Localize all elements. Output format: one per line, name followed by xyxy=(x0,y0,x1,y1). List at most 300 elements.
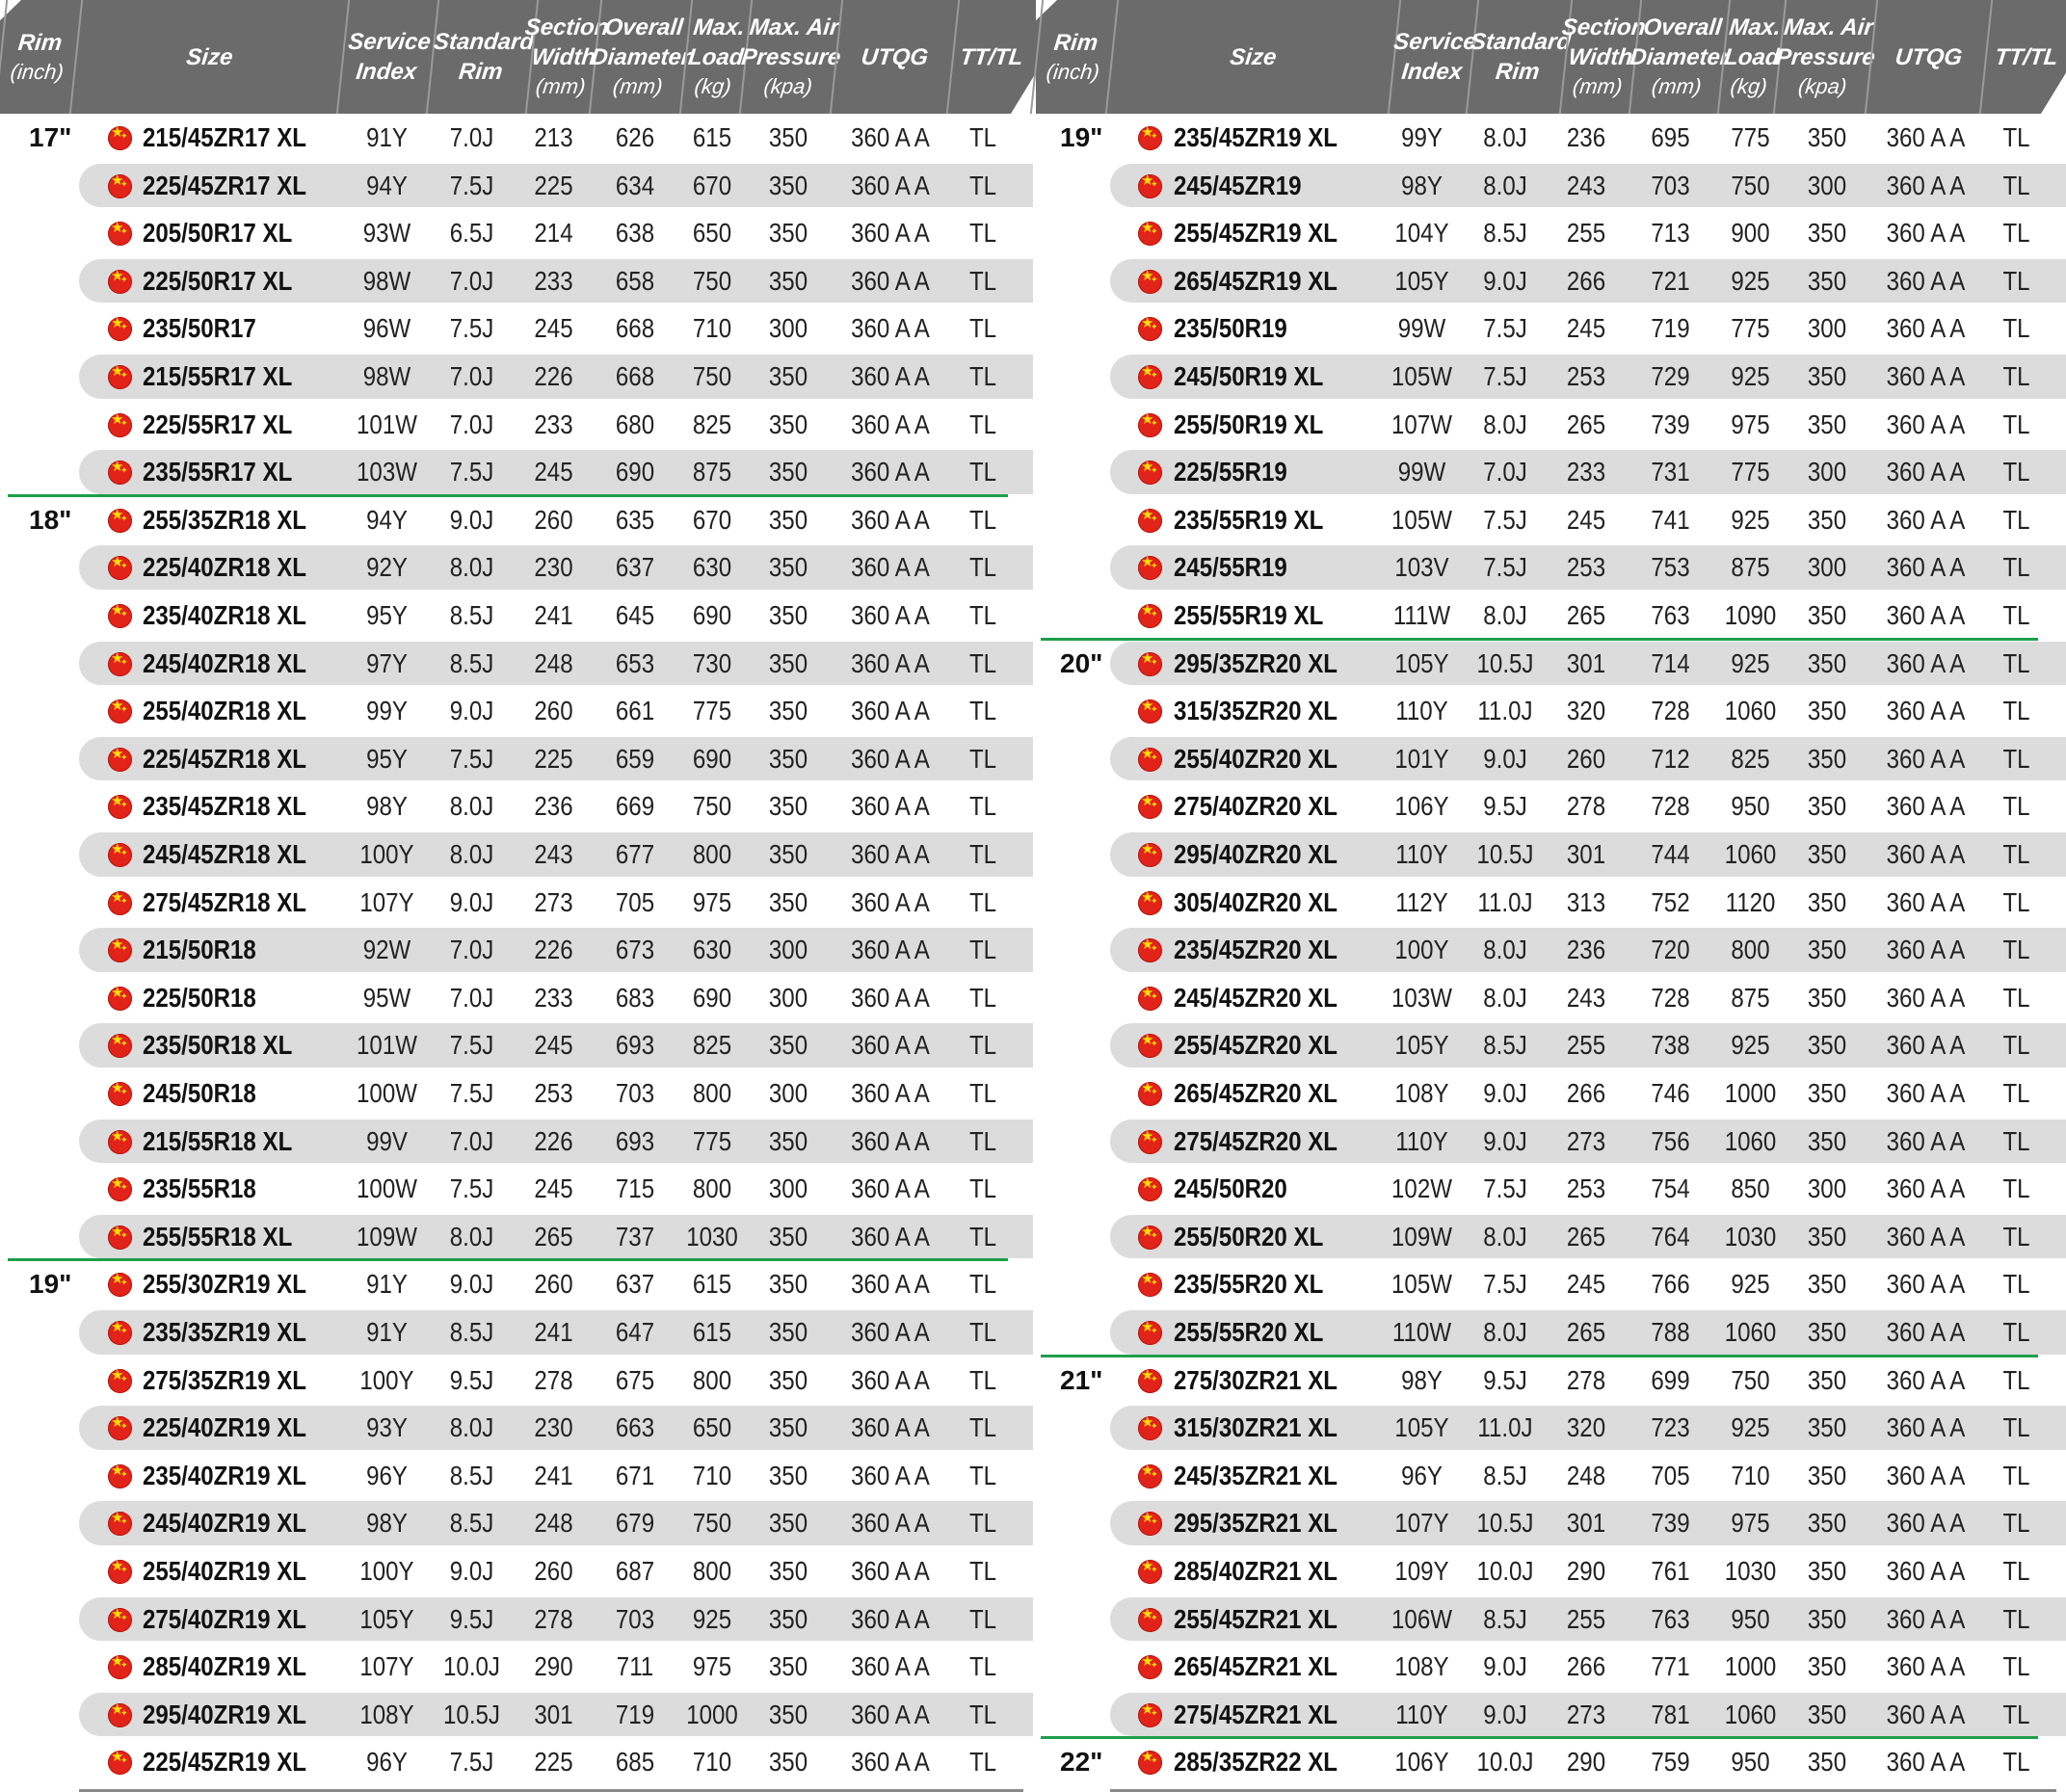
cell-si: 95Y xyxy=(366,743,408,774)
header-sw-l2: Width xyxy=(1567,44,1634,70)
cell-od: 653 xyxy=(615,647,655,678)
header-std-l2: Rim xyxy=(1494,59,1541,85)
cell-od: 635 xyxy=(615,504,655,535)
cell-od: 719 xyxy=(1651,313,1690,344)
cell-std: 10.0J xyxy=(443,1651,500,1682)
cell-si: 110Y xyxy=(1395,839,1448,869)
cell-utqg: 360 A A xyxy=(1886,313,1966,344)
cell-std: 11.0J xyxy=(1477,1412,1533,1443)
cell-od: 766 xyxy=(1651,1269,1690,1300)
cell-map: 350 xyxy=(1807,265,1847,296)
cell-od: 680 xyxy=(615,408,655,439)
cell-std: 7.5J xyxy=(1483,504,1527,535)
cell-sw: 290 xyxy=(1566,1556,1606,1586)
header-si xyxy=(1388,0,1477,114)
china-flag-icon xyxy=(108,795,132,819)
header-tt xyxy=(1979,0,2066,114)
china-flag-icon xyxy=(1138,1082,1162,1106)
cell-od: 759 xyxy=(1651,1747,1690,1778)
cell-si: 108Y xyxy=(1394,1078,1449,1108)
china-flag-icon xyxy=(108,987,132,1011)
cell-si: 96Y xyxy=(1401,1460,1443,1490)
cell-std: 9.0J xyxy=(1483,1699,1527,1729)
cell-std: 9.0J xyxy=(449,1556,494,1586)
table-row xyxy=(1036,448,2066,496)
cell-size: 275/30ZR21 XL xyxy=(1174,1364,1338,1395)
cell-ml: 710 xyxy=(692,1460,732,1490)
cell-od: 723 xyxy=(1651,1412,1690,1443)
cell-map: 350 xyxy=(1807,1508,1847,1539)
cell-utqg: 360 A A xyxy=(851,600,930,630)
cell-sw: 301 xyxy=(534,1699,573,1729)
cell-tt: TL xyxy=(2002,1556,2030,1586)
cell-od: 669 xyxy=(615,791,655,822)
cell-si: 107W xyxy=(1391,408,1452,439)
cell-utqg: 360 A A xyxy=(1886,743,1966,774)
cell-ml: 925 xyxy=(1731,647,1770,678)
cell-std: 8.0J xyxy=(449,791,494,822)
header-ml-unit: (kg) xyxy=(693,74,733,98)
cell-si: 105W xyxy=(1391,1269,1452,1300)
cell-utqg: 360 A A xyxy=(851,1556,930,1586)
cell-od: 637 xyxy=(615,552,655,583)
cell-si: 96W xyxy=(362,313,411,344)
header-si-l2: Index xyxy=(355,59,418,85)
table-row xyxy=(1036,830,2066,879)
cell-map: 350 xyxy=(768,504,808,535)
cell-sw: 230 xyxy=(534,552,573,583)
cell-map: 350 xyxy=(768,552,808,583)
table-row xyxy=(1036,1357,2066,1405)
cell-size: 245/55R19 xyxy=(1174,552,1287,583)
cell-ml: 800 xyxy=(1731,935,1770,965)
cell-tt: TL xyxy=(2002,600,2030,630)
cell-utqg: 360 A A xyxy=(1886,1364,1966,1395)
cell-std: 8.5J xyxy=(449,1508,494,1539)
cell-map: 350 xyxy=(1807,743,1847,774)
china-flag-icon xyxy=(1138,843,1162,867)
cell-size: 235/35ZR19 XL xyxy=(143,1317,306,1347)
china-flag-icon xyxy=(108,1130,132,1154)
header-utqg xyxy=(1865,0,1991,114)
cell-utqg: 360 A A xyxy=(851,1173,930,1204)
cell-map: 300 xyxy=(1807,552,1847,583)
cell-tt: TL xyxy=(968,457,997,488)
cell-od: 695 xyxy=(1651,122,1690,152)
china-flag-icon xyxy=(1138,987,1162,1011)
cell-ml: 975 xyxy=(692,1651,732,1682)
cell-si: 102W xyxy=(1391,1173,1452,1204)
cell-size: 235/45ZR18 XL xyxy=(143,791,306,822)
cell-sw: 301 xyxy=(1566,1508,1606,1539)
cell-utqg: 360 A A xyxy=(1886,600,1966,630)
cell-si: 106W xyxy=(1391,1603,1452,1634)
cell-si: 112Y xyxy=(1395,886,1448,917)
cell-size: 225/50R17 XL xyxy=(143,265,293,296)
cell-od: 637 xyxy=(615,1269,655,1300)
cell-std: 7.5J xyxy=(449,313,494,344)
cell-utqg: 360 A A xyxy=(1886,218,1966,249)
header-std-l1: Standard xyxy=(1469,29,1573,55)
cell-si: 103W xyxy=(357,457,417,488)
cell-ml: 925 xyxy=(692,1603,732,1634)
china-flag-icon xyxy=(1138,413,1162,437)
cell-sw: 233 xyxy=(534,265,573,296)
cell-utqg: 360 A A xyxy=(851,552,930,583)
cell-si: 92Y xyxy=(366,552,408,583)
header-utqg xyxy=(830,0,958,114)
header-size xyxy=(69,0,348,114)
cell-std: 7.0J xyxy=(449,982,494,1013)
cell-ml: 800 xyxy=(692,1078,732,1108)
cell-size: 235/55R20 XL xyxy=(1174,1269,1324,1300)
cell-od: 712 xyxy=(1651,743,1690,774)
cell-size: 245/40ZR19 XL xyxy=(143,1508,306,1539)
cell-od: 693 xyxy=(615,1030,655,1061)
cell-ml: 975 xyxy=(1731,408,1770,439)
cell-map: 350 xyxy=(1807,1125,1847,1156)
cell-od: 771 xyxy=(1651,1651,1690,1682)
cell-od: 679 xyxy=(615,1508,655,1539)
cell-std: 8.0J xyxy=(1483,1317,1527,1347)
cell-map: 350 xyxy=(1807,408,1847,439)
cell-ml: 730 xyxy=(692,647,732,678)
cell-utqg: 360 A A xyxy=(1886,122,1966,152)
cell-map: 350 xyxy=(768,839,808,869)
cell-tt: TL xyxy=(2002,1125,2030,1156)
cell-sw: 273 xyxy=(1566,1125,1606,1156)
header-map-l1: Max. Air xyxy=(1783,14,1875,40)
cell-size: 245/45ZR19 xyxy=(1174,170,1302,200)
cell-sw: 255 xyxy=(1566,1030,1606,1061)
cell-std: 7.0J xyxy=(449,1125,494,1156)
cell-ml: 850 xyxy=(1731,1173,1770,1204)
cell-std: 7.0J xyxy=(449,935,494,965)
table-row xyxy=(1036,1738,2066,1786)
table-row xyxy=(0,1260,1036,1308)
cell-sw: 233 xyxy=(534,982,573,1013)
cell-tt: TL xyxy=(2002,1603,2030,1634)
cell-map: 350 xyxy=(768,696,808,726)
cell-ml: 775 xyxy=(692,1125,732,1156)
cell-si: 100Y xyxy=(359,1364,414,1395)
cell-size: 245/50R20 xyxy=(1174,1173,1287,1204)
cell-od: 703 xyxy=(615,1078,655,1108)
cell-utqg: 360 A A xyxy=(851,1125,930,1156)
cell-tt: TL xyxy=(968,1030,997,1061)
cell-sw: 245 xyxy=(534,1173,573,1204)
cell-map: 350 xyxy=(1807,1078,1847,1108)
cell-od: 693 xyxy=(615,1125,655,1156)
cell-utqg: 360 A A xyxy=(1886,1412,1966,1443)
cell-si: 107Y xyxy=(1394,1508,1449,1539)
table-row xyxy=(1036,1404,2066,1452)
cell-ml: 1030 xyxy=(1724,1221,1777,1252)
cell-tt: TL xyxy=(2002,1412,2030,1443)
cell-ml: 690 xyxy=(692,743,732,774)
cell-si: 94Y xyxy=(366,504,408,535)
table-row xyxy=(1036,735,2066,783)
cell-utqg: 360 A A xyxy=(1886,1603,1966,1634)
cell-map: 350 xyxy=(1807,1364,1847,1395)
cell-size: 225/45ZR17 XL xyxy=(143,170,306,200)
cell-map: 350 xyxy=(768,265,808,296)
cell-tt: TL xyxy=(2002,935,2030,965)
cell-std: 10.5J xyxy=(443,1699,500,1729)
cell-tt: TL xyxy=(2002,696,2030,726)
cell-tt: TL xyxy=(968,170,997,200)
cell-utqg: 360 A A xyxy=(1886,886,1966,917)
cell-size: 255/35ZR18 XL xyxy=(143,504,306,535)
cell-std: 8.0J xyxy=(1483,982,1527,1013)
cell-utqg: 360 A A xyxy=(851,696,930,726)
cell-std: 9.5J xyxy=(1483,791,1527,822)
cell-size: 295/35ZR20 XL xyxy=(1174,647,1338,678)
cell-od: 728 xyxy=(1651,982,1690,1013)
cell-od: 754 xyxy=(1651,1173,1690,1204)
cell-tt: TL xyxy=(968,1364,997,1395)
table-row xyxy=(0,592,1036,640)
table-row xyxy=(1036,353,2066,401)
cell-map: 350 xyxy=(768,218,808,249)
cell-size: 235/55R18 xyxy=(143,1173,256,1204)
cell-sw: 253 xyxy=(534,1078,573,1108)
header-utqg-l1: UTQG xyxy=(860,43,930,70)
rim-group-divider xyxy=(1041,1355,2038,1357)
cell-size: 235/45ZR19 XL xyxy=(1174,122,1338,152)
cell-std: 11.0J xyxy=(1477,696,1533,726)
cell-sw: 253 xyxy=(1566,552,1606,583)
cell-std: 7.5J xyxy=(1483,1173,1527,1204)
cell-utqg: 360 A A xyxy=(851,1269,930,1300)
header-od-l1: Overall xyxy=(1642,14,1724,40)
cell-od: 687 xyxy=(615,1556,655,1586)
cell-std: 9.0J xyxy=(1483,1651,1527,1682)
table-row xyxy=(1036,1691,2066,1739)
cell-size: 305/40ZR20 XL xyxy=(1174,886,1338,917)
cell-si: 105W xyxy=(1391,361,1452,391)
cell-std: 7.5J xyxy=(449,743,494,774)
cell-std: 11.0J xyxy=(1477,886,1533,917)
table-row xyxy=(0,1118,1036,1166)
cell-std: 9.0J xyxy=(1483,743,1527,774)
rim-group-divider xyxy=(8,1258,1008,1261)
rim-size-label: 21" xyxy=(1060,1364,1103,1395)
table-row xyxy=(0,1357,1036,1405)
cell-od: 719 xyxy=(615,1699,655,1729)
table-row xyxy=(0,114,1036,162)
cell-size: 235/45ZR20 XL xyxy=(1174,935,1338,965)
table-row xyxy=(0,209,1036,257)
cell-si: 103W xyxy=(1391,982,1452,1013)
cell-od: 763 xyxy=(1651,1603,1690,1634)
cell-std: 7.5J xyxy=(1483,552,1527,583)
cell-sw: 260 xyxy=(534,696,573,726)
cell-tt: TL xyxy=(968,1412,997,1443)
cell-size: 225/40ZR18 XL xyxy=(143,552,306,583)
cell-sw: 260 xyxy=(534,504,573,535)
cell-std: 9.5J xyxy=(449,1364,494,1395)
cell-sw: 226 xyxy=(534,361,573,391)
table-row xyxy=(0,735,1036,783)
cell-std: 9.0J xyxy=(449,696,494,726)
header-od-l2: Diameter xyxy=(590,44,692,70)
cell-ml: 630 xyxy=(692,935,732,965)
cell-si: 93Y xyxy=(366,1412,408,1443)
cell-std: 10.0J xyxy=(1476,1747,1534,1778)
header-sw-l2: Width xyxy=(530,44,597,70)
cell-tt: TL xyxy=(968,1747,997,1778)
cell-size: 285/40ZR21 XL xyxy=(1174,1556,1338,1586)
cell-size: 265/45ZR21 XL xyxy=(1174,1651,1338,1682)
cell-sw: 245 xyxy=(1566,1269,1606,1300)
cell-tt: TL xyxy=(2002,170,2030,200)
cell-map: 300 xyxy=(1807,1173,1847,1204)
cell-map: 350 xyxy=(768,791,808,822)
cell-od: 668 xyxy=(615,361,655,391)
china-flag-icon xyxy=(108,1751,132,1775)
cell-map: 350 xyxy=(768,122,808,152)
cell-si: 91Y xyxy=(366,1269,408,1300)
cell-tt: TL xyxy=(968,122,997,152)
cell-size: 315/35ZR20 XL xyxy=(1174,696,1338,726)
cell-tt: TL xyxy=(2002,1508,2030,1539)
cell-std: 9.0J xyxy=(1483,265,1527,296)
cell-sw: 243 xyxy=(1566,982,1606,1013)
cell-si: 98W xyxy=(362,361,411,391)
rim-group-divider xyxy=(8,494,1008,497)
cell-size: 245/50R18 xyxy=(143,1078,256,1108)
cell-tt: TL xyxy=(968,1460,997,1490)
cell-map: 350 xyxy=(1807,839,1847,869)
cell-si: 99V xyxy=(366,1125,408,1156)
cell-std: 8.5J xyxy=(449,1317,494,1347)
header-tt-l1: TT/TL xyxy=(1993,43,2060,70)
cell-od: 764 xyxy=(1651,1221,1690,1252)
cell-si: 101Y xyxy=(1394,743,1449,774)
cell-sw: 260 xyxy=(534,1269,573,1300)
cell-ml: 925 xyxy=(1731,504,1770,535)
table-row xyxy=(1036,1547,2066,1595)
cell-size: 275/45ZR18 XL xyxy=(143,886,306,917)
cell-tt: TL xyxy=(968,600,997,630)
cell-si: 107Y xyxy=(359,886,414,917)
cell-size: 225/50R18 xyxy=(143,982,256,1013)
cell-utqg: 360 A A xyxy=(1886,1221,1966,1252)
table-row xyxy=(1036,1021,2066,1069)
cell-ml: 1030 xyxy=(686,1221,738,1252)
cell-sw: 273 xyxy=(1566,1699,1606,1729)
cell-ml: 710 xyxy=(1731,1460,1770,1490)
cell-tt: TL xyxy=(2002,1364,2030,1395)
cell-size: 275/40ZR19 XL xyxy=(143,1603,306,1634)
cell-tt: TL xyxy=(2002,982,2030,1013)
cell-map: 350 xyxy=(1807,886,1847,917)
cell-utqg: 360 A A xyxy=(1886,1747,1966,1778)
china-flag-icon xyxy=(108,652,132,676)
table-row xyxy=(1036,114,2066,162)
china-flag-icon xyxy=(1138,1464,1162,1489)
cell-si: 107Y xyxy=(359,1651,414,1682)
cell-sw: 248 xyxy=(1566,1460,1606,1490)
table-row xyxy=(1036,1069,2066,1118)
cell-tt: TL xyxy=(968,743,997,774)
cell-map: 350 xyxy=(1807,361,1847,391)
cell-ml: 825 xyxy=(692,1030,732,1061)
rim-size-label: 17" xyxy=(29,122,72,152)
cell-size: 255/40ZR20 XL xyxy=(1174,743,1338,774)
china-flag-icon xyxy=(108,1608,132,1632)
cell-utqg: 360 A A xyxy=(1886,1030,1966,1061)
cell-ml: 975 xyxy=(692,886,732,917)
cell-tt: TL xyxy=(968,791,997,822)
table-row xyxy=(1036,162,2066,210)
cell-utqg: 360 A A xyxy=(851,361,930,391)
cell-std: 8.0J xyxy=(1483,935,1527,965)
table-row xyxy=(1036,401,2066,449)
header-map-l1: Max. Air xyxy=(748,14,840,40)
header-size xyxy=(1105,0,1399,114)
china-flag-icon xyxy=(108,413,132,437)
cell-map: 350 xyxy=(1807,600,1847,630)
cell-sw: 265 xyxy=(1566,1317,1606,1347)
cell-tt: TL xyxy=(968,1221,997,1252)
cell-utqg: 360 A A xyxy=(851,1603,930,1634)
table-row xyxy=(0,1069,1036,1118)
cell-ml: 1030 xyxy=(1724,1556,1777,1586)
cell-utqg: 360 A A xyxy=(1886,839,1966,869)
cell-si: 91Y xyxy=(366,1317,408,1347)
cell-tt: TL xyxy=(968,313,997,344)
cell-tt: TL xyxy=(2002,743,2030,774)
header-map-l2: Pressure xyxy=(1774,44,1877,70)
header-si-l1: Service xyxy=(347,29,433,55)
cell-od: 737 xyxy=(615,1221,655,1252)
cell-tt: TL xyxy=(968,1603,997,1634)
cell-utqg: 360 A A xyxy=(851,1699,930,1729)
cell-std: 7.5J xyxy=(449,1173,494,1204)
cell-utqg: 360 A A xyxy=(1886,647,1966,678)
cell-si: 110Y xyxy=(1395,1125,1448,1156)
header-si xyxy=(336,0,437,114)
cell-si: 104Y xyxy=(1394,218,1449,249)
cell-ml: 650 xyxy=(692,218,732,249)
cell-std: 9.5J xyxy=(449,1603,494,1634)
cell-od: 675 xyxy=(615,1364,655,1395)
cell-map: 350 xyxy=(1807,1651,1847,1682)
cell-sw: 265 xyxy=(1566,408,1606,439)
cell-utqg: 360 A A xyxy=(851,1651,930,1682)
cell-std: 7.0J xyxy=(1483,457,1527,488)
cell-map: 300 xyxy=(768,982,808,1013)
cell-od: 668 xyxy=(615,313,655,344)
cell-size: 255/55R18 XL xyxy=(143,1221,293,1252)
cell-utqg: 360 A A xyxy=(851,743,930,774)
table-row xyxy=(0,1499,1036,1547)
cell-ml: 925 xyxy=(1731,1269,1770,1300)
cell-tt: TL xyxy=(2002,457,2030,488)
cell-std: 8.5J xyxy=(1483,218,1527,249)
cell-sw: 253 xyxy=(1566,1173,1606,1204)
cell-sw: 248 xyxy=(534,1508,573,1539)
china-flag-icon xyxy=(1138,1560,1162,1584)
cell-sw: 320 xyxy=(1566,1412,1606,1443)
table-row xyxy=(1036,496,2066,544)
cell-tt: TL xyxy=(968,408,997,439)
cell-ml: 925 xyxy=(1731,1412,1770,1443)
cell-si: 109W xyxy=(357,1221,417,1252)
china-flag-icon xyxy=(108,1273,132,1297)
